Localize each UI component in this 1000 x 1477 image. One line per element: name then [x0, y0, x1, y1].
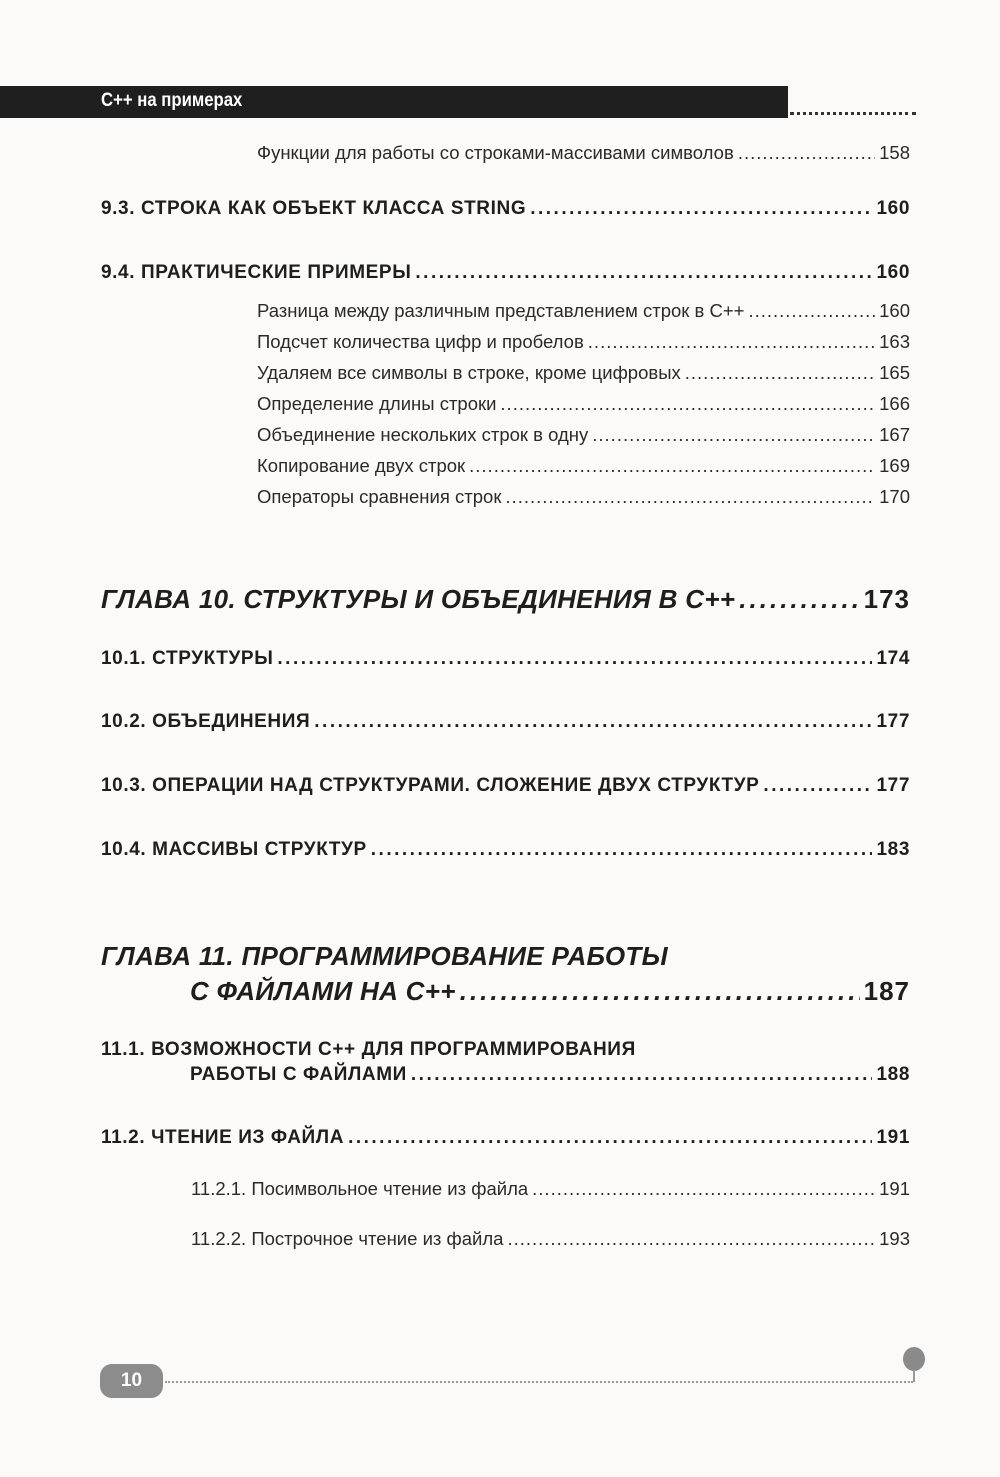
running-header: [0, 86, 788, 118]
toc-entry-page: 173: [863, 584, 910, 614]
toc-entry-page: 160: [879, 300, 910, 321]
book-title: C++ на примерах: [101, 90, 243, 111]
dot-leader: [685, 362, 875, 384]
dot-leader: [530, 198, 872, 220]
toc-entry-title: Удаляем все символы в строке, кроме цифровых: [257, 362, 681, 383]
toc-entry-title: 11.2. ЧТЕНИЕ ИЗ ФАЙЛА: [101, 1127, 345, 1148]
toc-entry[interactable]: [257, 424, 910, 446]
toc-entry-title: Подсчет количества цифр и пробелов: [257, 331, 584, 352]
toc-entry-title: Объединение нескольких строк в одну: [257, 424, 589, 445]
header-dotted-rule: [790, 112, 916, 115]
toc-entry-page: 188: [876, 1064, 910, 1085]
toc-entry[interactable]: [101, 711, 910, 733]
toc-entry-page: 160: [876, 262, 910, 283]
toc-entry[interactable]: [257, 331, 910, 353]
toc-entry-page: 174: [876, 648, 910, 669]
toc-entry-title: Функции для работы со строками-массивами символов: [257, 142, 734, 163]
toc-entry-page: 165: [879, 362, 910, 383]
toc-entry-title: 10.3. ОПЕРАЦИИ НАД СТРУКТУРАМИ. СЛОЖЕНИЕ ДВУХ СТРУКТУР: [101, 775, 760, 796]
toc-entry[interactable]: [257, 393, 910, 415]
footer-dotted-rule: [165, 1381, 913, 1383]
dot-leader: [411, 1064, 873, 1086]
toc-entry-page: 169: [879, 455, 910, 476]
toc-entry[interactable]: [101, 1127, 910, 1149]
toc-entry-title: 9.3. СТРОКА КАК ОБЪЕКТ КЛАССА STRING: [101, 198, 527, 219]
dot-leader: [415, 262, 872, 284]
dot-leader: [748, 300, 875, 322]
toc-entry-title: ГЛАВА 10. СТРУКТУРЫ И ОБЪЕДИНЕНИЯ В C++: [101, 584, 736, 614]
toc-entry-title: Операторы сравнения строк: [257, 486, 502, 507]
toc-entry[interactable]: [101, 839, 910, 861]
toc-entry-page: 158: [879, 142, 910, 163]
dot-leader: [588, 331, 875, 353]
toc-entry-page: 183: [876, 839, 910, 860]
toc-entry[interactable]: [101, 584, 910, 615]
toc-entry[interactable]: [101, 262, 910, 284]
toc-entry[interactable]: [101, 648, 910, 670]
dot-leader: [592, 424, 875, 446]
toc-entry-page: 170: [879, 486, 910, 507]
toc-entry[interactable]: [257, 455, 910, 477]
bulb-stem: [913, 1370, 915, 1382]
toc-entry-page: 193: [879, 1228, 910, 1249]
dot-leader: [505, 486, 875, 508]
toc-entry-title: Определение длины строки: [257, 393, 497, 414]
dot-leader: [738, 142, 875, 164]
dot-leader: [348, 1127, 872, 1149]
toc-entry[interactable]: [257, 486, 910, 508]
dot-leader: [371, 839, 873, 861]
dot-leader: [277, 648, 872, 670]
toc-entry-title: 9.4. ПРАКТИЧЕСКИЕ ПРИМЕРЫ: [101, 262, 412, 283]
dot-leader: [500, 393, 875, 415]
toc-entry-title: РАБОТЫ С ФАЙЛАМИ: [190, 1064, 407, 1085]
toc-entry-page: 177: [876, 775, 910, 796]
toc-entry-page: 167: [879, 424, 910, 445]
toc-entry[interactable]: [257, 142, 910, 164]
toc-entry-page: 163: [879, 331, 910, 352]
dot-leader: [532, 1178, 875, 1200]
toc-entry-page: 166: [879, 393, 910, 414]
dot-leader: [314, 711, 872, 733]
toc-entry-title: 11.2.1. Посимвольное чтение из файла: [191, 1178, 529, 1199]
toc-entry-title: Разница между различным представлением строк в C++: [257, 300, 745, 321]
toc-entry[interactable]: [101, 198, 910, 220]
toc-entry-title: С ФАЙЛАМИ НА C++: [190, 976, 456, 1006]
toc-entry-title: 10.1. СТРУКТУРЫ: [101, 648, 274, 669]
toc-entry[interactable]: [257, 300, 910, 322]
toc-entry-page: 187: [863, 976, 910, 1006]
toc-entry-title: 10.2. ОБЪЕДИНЕНИЯ: [101, 711, 311, 732]
toc-entry-page: 177: [876, 711, 910, 732]
toc-entry-title: 11.2.2. Построчное чтение из файла: [191, 1228, 504, 1249]
toc-entry-title: 10.4. МАССИВЫ СТРУКТУР: [101, 839, 367, 860]
toc-entry-title-line1: ГЛАВА 11. ПРОГРАММИРОВАНИЕ РАБОТЫ: [101, 941, 668, 971]
dot-leader: [469, 455, 875, 477]
toc-entry[interactable]: [191, 1178, 910, 1200]
toc-entry-page: 191: [876, 1127, 910, 1148]
dot-leader: [763, 775, 872, 797]
dot-leader: [739, 584, 859, 615]
toc-entry[interactable]: [257, 362, 910, 384]
toc-entry-title: Копирование двух строк: [257, 455, 466, 476]
toc-entry[interactable]: [190, 1064, 910, 1086]
toc-entry[interactable]: [191, 1228, 910, 1250]
dot-leader: [460, 976, 860, 1007]
dot-leader: [507, 1228, 875, 1250]
page-number: 10: [100, 1364, 163, 1398]
toc-entry-title-line1: 11.1. ВОЗМОЖНОСТИ C++ ДЛЯ ПРОГРАММИРОВАНИЯ: [101, 1039, 636, 1060]
bulb-ornament-icon: [903, 1347, 925, 1371]
toc-entry-page: 160: [876, 198, 910, 219]
toc-entry-page: 191: [879, 1178, 910, 1199]
toc-entry[interactable]: [101, 775, 910, 797]
toc-entry[interactable]: [190, 976, 910, 1007]
